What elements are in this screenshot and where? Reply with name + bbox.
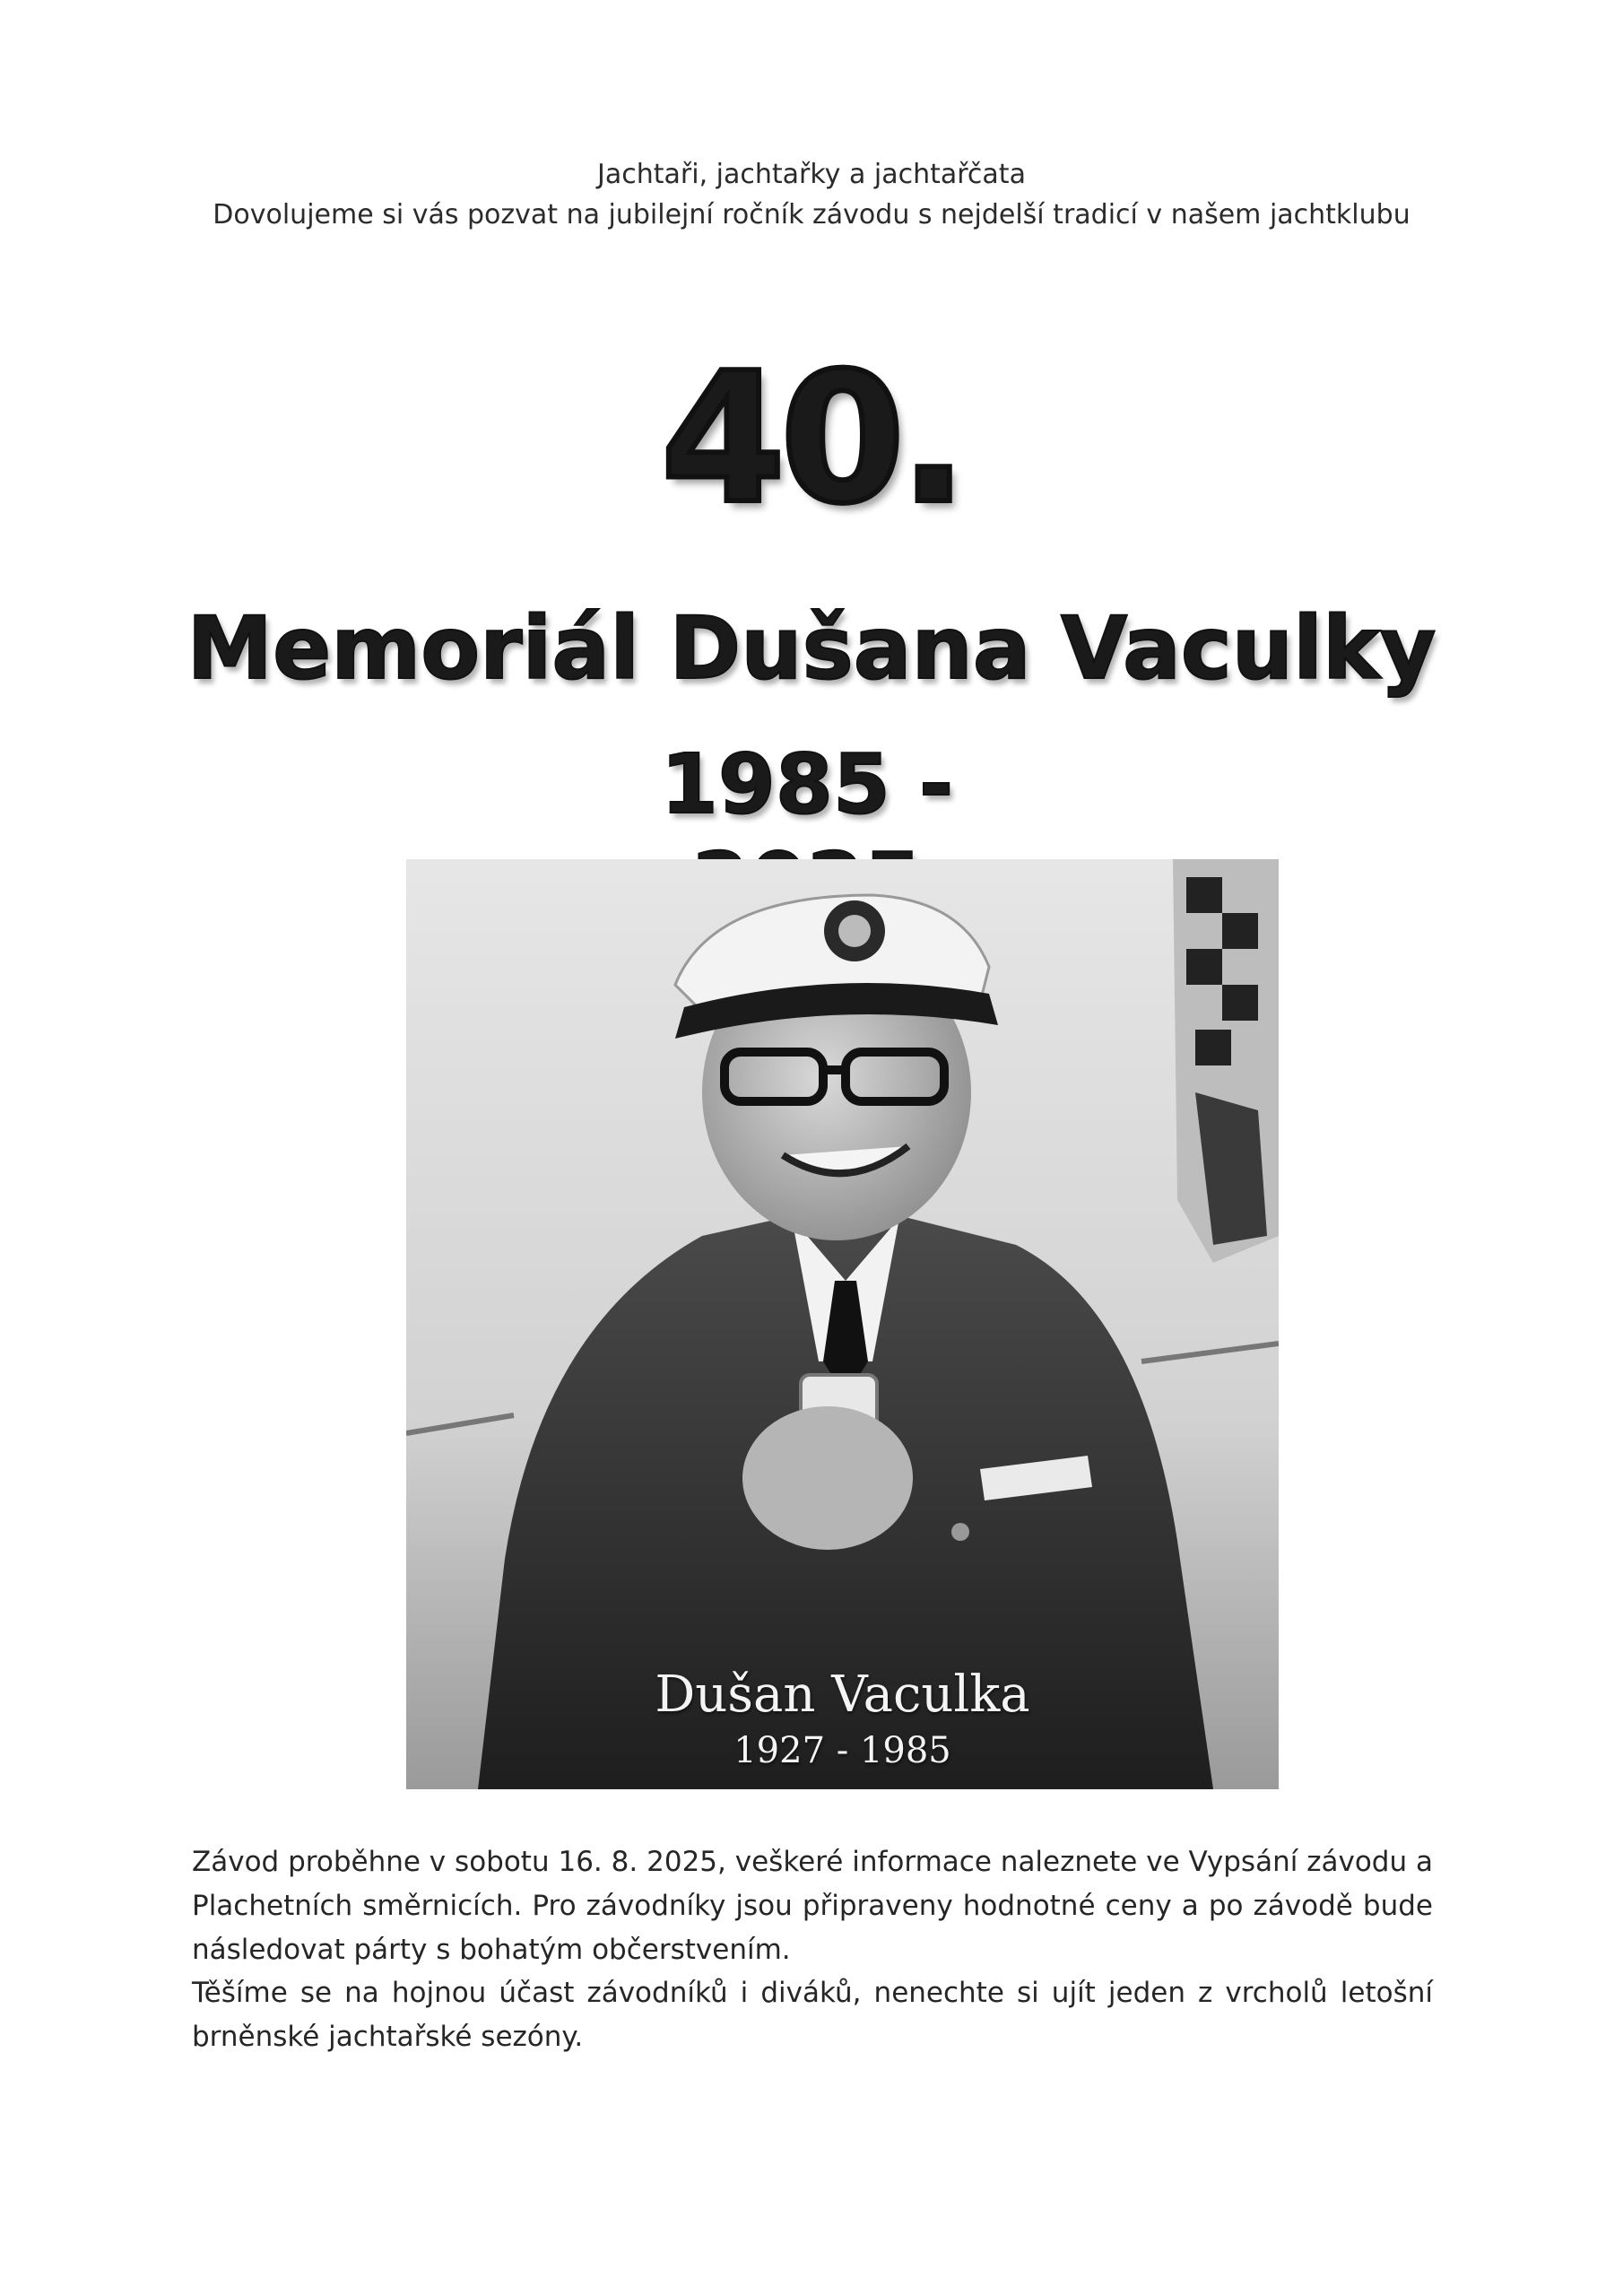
memorial-title: Memoriál Dušana Vaculky [187,598,1436,699]
invitation-paragraph: Těšíme se na hojnou účast závodníků i diváků, nenechte si ujít jeden z vrcholů letošní brněnské jachtařské sezóny. [192,1977,1433,2053]
anniversary-number: 40. [660,335,963,544]
photo-caption-name: Dušan Vaculka [655,1665,1030,1724]
portrait-illustration [406,859,1279,1789]
flag-graphic [1173,859,1279,1263]
memorial-years: 1985 - [660,736,954,832]
memorial-photo [406,859,1279,1789]
race-info-paragraph: Závod proběhne v sobotu 16. 8. 2025, veškeré informace naleznete ve Vypsání závodu a Plachetních směrnicích. Pro závodníky jsou připraveny hodnotné ceny a po závodě bude následovat párty s bohatým občerstvením. [192,1846,1433,1966]
photo-caption-years: 1927 - 1985 [733,1730,951,1771]
intro-invitation: Dovolujeme si vás pozvat na jubilejní ročník závodu s nejdelší tradicí v našem jachtklubu [213,199,1410,230]
intro-greeting: Jachtaři, jachtařky a jachtařčata [597,159,1026,190]
